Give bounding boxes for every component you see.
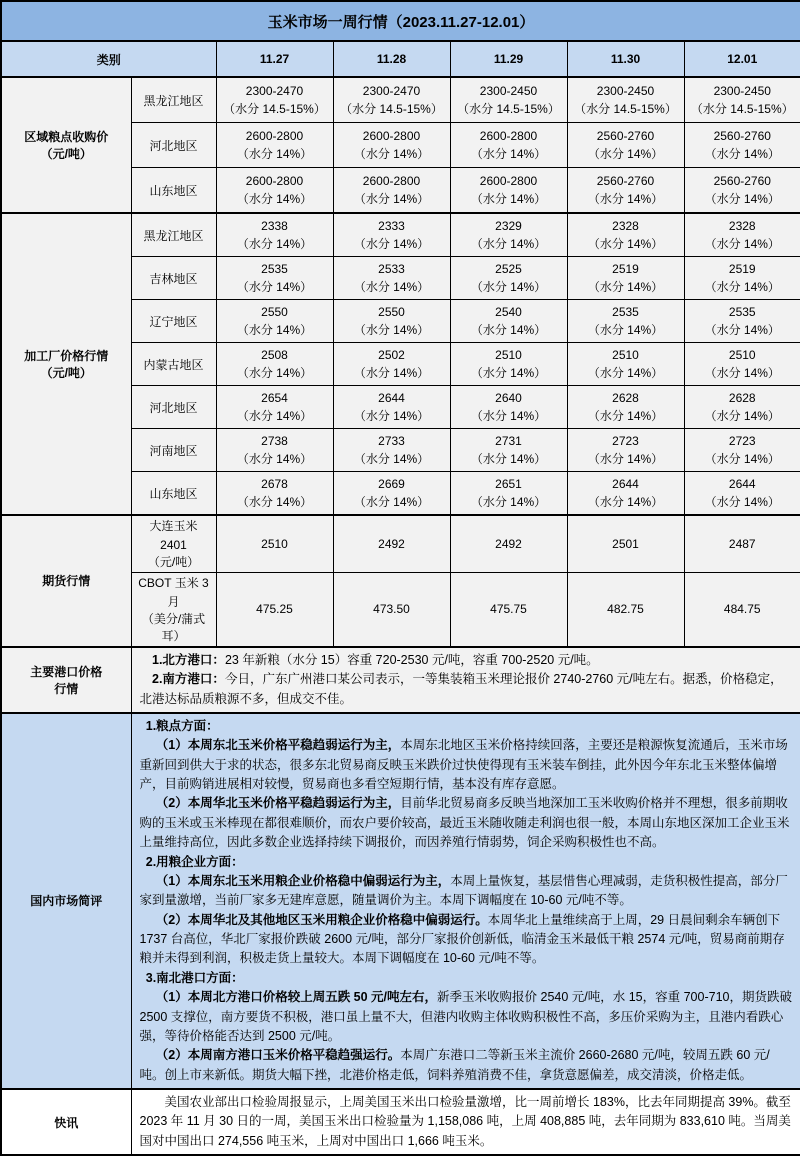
- region-label: 辽宁地区: [131, 300, 216, 343]
- price-cell: 2628 （水分 14%）: [684, 386, 800, 429]
- price-cell: 2600-2800 （水分 14%）: [450, 123, 567, 168]
- section-label-ports: 主要港口价格 行情: [1, 647, 131, 713]
- ports-text: [131, 647, 800, 713]
- review-paragraph: （2）本周南方港口玉米价格平稳趋强运行。本周广东港口二等新玉米主流价 2660-2680 元/吨，较周五跌 60 元/吨。创上市来新低。期货大幅下挫，北港价格走低，饲料养殖消费不佳，拿货意愿偏差，成交清淡，价格走低。: [139, 1048, 770, 1082]
- price-cell: 2519 （水分 14%）: [684, 257, 800, 300]
- review-heading: 3.南北港口方面：: [145, 970, 244, 985]
- price-cell: 2560-2760 （水分 14%）: [567, 123, 684, 168]
- price-cell: 2560-2760 （水分 14%）: [684, 123, 800, 168]
- price-cell: 2560-2760 （水分 14%）: [684, 168, 800, 214]
- table-row: [1, 713, 800, 1089]
- section-label-news: 快讯: [1, 1089, 131, 1155]
- price-cell: 2600-2800 （水分 14%）: [333, 123, 450, 168]
- price-cell: 2600-2800 （水分 14%）: [333, 168, 450, 214]
- futures-cell: 475.75: [450, 572, 567, 646]
- region-label: 山东地区: [131, 168, 216, 214]
- region-label: 黑龙江地区: [131, 77, 216, 123]
- price-cell: 2669 （水分 14%）: [333, 472, 450, 516]
- column-header-date: 11.27: [216, 41, 333, 77]
- price-cell: 2510 （水分 14%）: [684, 343, 800, 386]
- table-row: [1, 1089, 800, 1155]
- news-paragraph: 美国农业部出口检验周报显示，上周美国玉米出口检验量激增，比一周前增长 183%，比去年同期提高 39%。截至 2023 年 11 月 30 日的一周，美国玉米出口检验量为 1,158,086 吨，上周 408,885 吨，去年同期为 833,610 吨。当周美国对中国出口 274,556 吨玉米，上周对中国出口 1,666 吨玉米。: [139, 1095, 791, 1148]
- futures-cell: 473.50: [333, 572, 450, 646]
- price-cell: 2550 （水分 14%）: [333, 300, 450, 343]
- price-cell: 2535 （水分 14%）: [216, 257, 333, 300]
- futures-cell: 475.25: [216, 572, 333, 646]
- price-cell: 2723 （水分 14%）: [567, 429, 684, 472]
- price-cell: 2502 （水分 14%）: [333, 343, 450, 386]
- futures-cell: 484.75: [684, 572, 800, 646]
- price-cell: 2510 （水分 14%）: [450, 343, 567, 386]
- price-cell: 2723 （水分 14%）: [684, 429, 800, 472]
- price-cell: 2329 （水分 14%）: [450, 213, 567, 257]
- futures-cell: 2510: [216, 515, 333, 572]
- futures-cell: 482.75: [567, 572, 684, 646]
- review-text: [131, 713, 800, 1089]
- futures-cell: 2492: [333, 515, 450, 572]
- region-label: 河北地区: [131, 386, 216, 429]
- futures-name: 大连玉米 2401 （元/吨）: [131, 515, 216, 572]
- price-cell: 2560-2760 （水分 14%）: [567, 168, 684, 214]
- ports-item-south: 2.南方港口：今日，广东广州港口某公司表示，一等集装箱玉米理论报价 2740-2760 元/吨左右。据悉，价格稳定，北港达标品质粮源不多，但成交不佳。: [139, 672, 783, 706]
- price-cell: 2328 （水分 14%）: [684, 213, 800, 257]
- region-label: 吉林地区: [131, 257, 216, 300]
- region-label: 内蒙古地区: [131, 343, 216, 386]
- price-cell: 2644 （水分 14%）: [567, 472, 684, 516]
- review-paragraph: （1）本周北方港口价格较上周五跌 50 元/吨左右，新季玉米收购报价 2540 元/吨，水 15，容重 700-710，期货跌破 2500 支撑位，南方要货不积极，港口虽上量不大，但港内收购主体收购积极性不高，多压价采购为主，且港内看跌心强，等待价格能否达到 2500 元/吨。: [139, 990, 792, 1043]
- price-cell: 2640 （水分 14%）: [450, 386, 567, 429]
- price-cell: 2333 （水分 14%）: [333, 213, 450, 257]
- table-row: [1, 647, 800, 713]
- review-paragraph: （1）本周东北玉米用粮企业价格稳中偏弱运行为主，本周上量恢复，基层惜售心理减弱，走货积极性提高，部分厂家到量激增，当前厂家多无建库意愿，随量调价为主。本周下调幅度在 10-60 元/吨不等。: [139, 873, 788, 908]
- region-label: 黑龙江地区: [131, 213, 216, 257]
- review-paragraph: （1）本周东北玉米价格平稳趋弱运行为主，本周东北地区玉米价格持续回落，主要还是粮源恢复流通后，玉米市场重新回到供大于求的状态，很多东北贸易商反映玉米跌价过快使得现有玉米装车倒挂，此外因今年东北玉米整体偏增产，目前购销进展相对较慢，贸易商也多看空短期行情，基本没有库存意愿。: [139, 738, 788, 792]
- region-label: 河北地区: [131, 123, 216, 168]
- price-cell: 2525 （水分 14%）: [450, 257, 567, 300]
- column-header-date: 11.30: [567, 41, 684, 77]
- price-cell: 2540 （水分 14%）: [450, 300, 567, 343]
- news-text: [131, 1089, 800, 1155]
- price-cell: 2738 （水分 14%）: [216, 429, 333, 472]
- region-label: 山东地区: [131, 472, 216, 516]
- section-label-factory: 加工厂价格行情 （元/吨）: [1, 213, 131, 515]
- price-cell: 2651 （水分 14%）: [450, 472, 567, 516]
- price-cell: 2300-2450 （水分 14.5-15%）: [684, 77, 800, 123]
- price-cell: 2678 （水分 14%）: [216, 472, 333, 516]
- price-cell: 2644 （水分 14%）: [333, 386, 450, 429]
- price-cell: 2338 （水分 14%）: [216, 213, 333, 257]
- region-label: 河南地区: [131, 429, 216, 472]
- review-paragraph: （2）本周华北及其他地区玉米用粮企业价格稳中偏弱运行。本周华北上量维续高于上周，29 日晨间剩余车辆创下 1737 台高位，华北厂家报价跌破 2600 元/吨，部分厂家报价创新低，临清金玉米最低干粮 2574 元/吨，贸易商前期存粮并未得到利润，积极走货上量较大。本周下调幅度在 10-60 元/吨不等。: [139, 912, 785, 966]
- price-cell: 2654 （水分 14%）: [216, 386, 333, 429]
- futures-name: CBOT 玉米 3 月 （美分/蒲式耳）: [131, 572, 216, 646]
- column-header-date: 12.01: [684, 41, 800, 77]
- column-header-date: 11.28: [333, 41, 450, 77]
- column-header-date: 11.29: [450, 41, 567, 77]
- price-cell: 2300-2450 （水分 14.5-15%）: [567, 77, 684, 123]
- price-cell: 2510 （水分 14%）: [567, 343, 684, 386]
- price-cell: 2600-2800 （水分 14%）: [216, 168, 333, 214]
- price-cell: 2600-2800 （水分 14%）: [216, 123, 333, 168]
- table-row: [1, 77, 800, 123]
- price-cell: 2628 （水分 14%）: [567, 386, 684, 429]
- review-heading: 2.用粮企业方面：: [145, 854, 244, 869]
- section-label-review: 国内市场简评: [1, 713, 131, 1089]
- price-cell: 2731 （水分 14%）: [450, 429, 567, 472]
- price-cell: 2733 （水分 14%）: [333, 429, 450, 472]
- price-cell: 2535 （水分 14%）: [567, 300, 684, 343]
- price-cell: 2644 （水分 14%）: [684, 472, 800, 516]
- page-title: 玉米市场一周行情（2023.11.27-12.01）: [1, 1, 800, 41]
- table-row: [1, 213, 800, 257]
- column-header-category: 类别: [1, 41, 216, 77]
- section-label-purchase: 区域粮点收购价 （元/吨）: [1, 77, 131, 213]
- review-heading: 1.粮点方面：: [145, 718, 219, 733]
- futures-cell: 2487: [684, 515, 800, 572]
- price-cell: 2535 （水分 14%）: [684, 300, 800, 343]
- section-label-futures: 期货行情: [1, 515, 131, 647]
- price-cell: 2508 （水分 14%）: [216, 343, 333, 386]
- price-cell: 2300-2450 （水分 14.5-15%）: [450, 77, 567, 123]
- table-row: [1, 515, 800, 572]
- futures-cell: 2492: [450, 515, 567, 572]
- price-cell: 2533 （水分 14%）: [333, 257, 450, 300]
- price-cell: 2519 （水分 14%）: [567, 257, 684, 300]
- price-cell: 2600-2800 （水分 14%）: [450, 168, 567, 214]
- review-paragraph: （2）本周华北玉米价格平稳趋弱运行为主，目前华北贸易商多反映当地深加工玉米收购价格并不理想，很多前期收购的玉米或玉米棒现在都很难顺价，而农户要价较高，最近玉米随收随走利润也很一般，本周山东地区深加工企业玉米上量维持高位，因此多数企业选择持续下调报价，而因养殖行情弱势，饲企采购积极性也不高。: [139, 796, 790, 850]
- price-cell: 2550 （水分 14%）: [216, 300, 333, 343]
- price-cell: 2328 （水分 14%）: [567, 213, 684, 257]
- price-cell: 2300-2470 （水分 14.5-15%）: [216, 77, 333, 123]
- price-cell: 2300-2470 （水分 14.5-15%）: [333, 77, 450, 123]
- futures-cell: 2501: [567, 515, 684, 572]
- ports-item-north: 1.北方港口：23 年新粮（水分 15）容重 720-2530 元/吨，容重 700-2520 元/吨。: [152, 652, 599, 667]
